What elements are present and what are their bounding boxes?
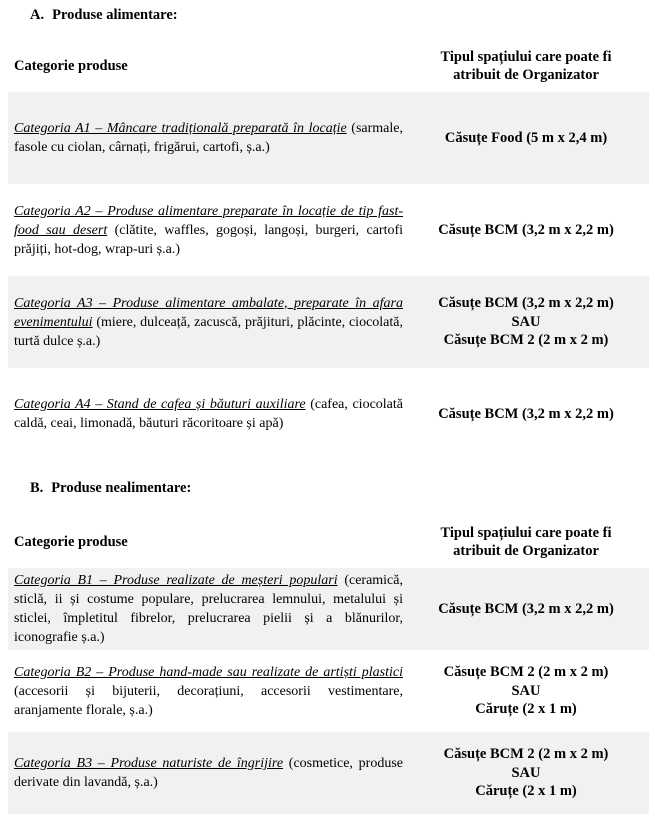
- space-or-separator: SAU: [511, 313, 541, 330]
- category-cell: [8, 732, 403, 814]
- category-name: Categoria A3 – Produse alimentare ambalate, preparate în afara evenimentului: [14, 295, 403, 330]
- category-name: Categoria A4 – Stand de cafea și băuturi auxiliare: [14, 397, 306, 412]
- space-option: Căsuțe BCM (3,2 m x 2,2 m): [438, 221, 614, 238]
- category-description: (cosmetice, produse derivate din lavandă, ș.a.): [14, 756, 403, 790]
- section-a-title-text: Produse alimentare:: [52, 7, 178, 23]
- table-row: [8, 568, 649, 650]
- header-space-line2: atribuit de Organizator: [453, 543, 599, 559]
- space-option: Căsuțe BCM 2 (2 m x 2 m): [443, 746, 609, 763]
- table-row: [8, 92, 649, 184]
- category-cell: [8, 568, 403, 650]
- category-description: (clătite, waffles, gogoși, langoși, burgeri, cartofi prăjiți, hot-dog, wrap-uri ș.a.): [14, 222, 404, 257]
- section-b-letter: B.: [30, 480, 44, 496]
- space-option: Căruțe (2 x 1 m): [475, 701, 577, 718]
- table-row: [8, 276, 649, 368]
- header-space-line1: Tipul spațiului care poate fi: [440, 524, 612, 541]
- space-or-separator: SAU: [511, 764, 541, 781]
- category-description: (miere, dulceață, zacuscă, prăjituri, plăcinte, ciocolată, turtă dulce ș.a.): [14, 314, 403, 349]
- header-category: Categorie produse: [14, 533, 128, 550]
- section-b-title: [30, 480, 191, 497]
- category-name: Categoria B2 – Produse hand-made sau realizate de artiști plastici: [14, 664, 403, 680]
- table-food-products: [8, 40, 649, 460]
- section-b-title-text: Produse nealimentare:: [51, 480, 192, 496]
- table-header-row: [8, 516, 649, 568]
- category-cell: [8, 368, 403, 460]
- category-name: Categoria A1 – Mâncare tradițională preparată în locație: [14, 121, 347, 136]
- header-space-type: [403, 40, 649, 92]
- space-option: Căsuțe BCM (3,2 m x 2,2 m): [438, 295, 614, 312]
- table-row: [8, 184, 649, 276]
- category-description: (cafea, ciocolată caldă, ceai, limonadă, băuturi răcoritoare și apă): [14, 397, 403, 431]
- header-space-type: [403, 516, 649, 568]
- section-a-letter: A.: [30, 7, 45, 23]
- category-cell: [8, 650, 403, 732]
- table-header-row: [8, 40, 649, 92]
- space-option: Căsuțe Food (5 m x 2,4 m): [444, 129, 608, 146]
- space-or-separator: SAU: [511, 682, 541, 699]
- space-option: Căsuțe BCM (3,2 m x 2,2 m): [438, 405, 614, 422]
- space-cell: [403, 368, 649, 460]
- section-a-title: [30, 7, 178, 24]
- space-cell: [403, 568, 649, 650]
- category-name: Categoria A2 – Produse alimentare preparate în locație de tip fast-food sau desert: [14, 203, 403, 238]
- category-description: (sarmale, fasole cu ciolan, cârnați, frigărui, cartofi, ș.a.): [14, 121, 403, 155]
- table-row: [8, 368, 649, 460]
- header-space-line2: atribuit de Organizator: [453, 67, 599, 83]
- header-space-line1: Tipul spațiului care poate fi: [440, 48, 612, 65]
- table-row: [8, 732, 649, 814]
- category-cell: [8, 276, 403, 368]
- category-cell: [8, 92, 403, 184]
- category-name: Categoria B3 – Produse naturiste de îngrijire: [14, 756, 284, 771]
- category-description: (ceramică, sticlă, ii și costume populare, prelucrarea lemnului, metalului și sticlei, împletitul fibrelor, prelucrarea pielii și a blănurilor, iconografie ș.a.): [14, 573, 403, 645]
- space-option: Căsuțe BCM 2 (2 m x 2 m): [443, 332, 609, 349]
- space-option: Căsuțe BCM 2 (2 m x 2 m): [443, 664, 609, 681]
- table-row: [8, 650, 649, 732]
- category-name: Categoria B1 – Produse realizate de meșteri populari: [14, 573, 338, 588]
- space-option: Căsuțe BCM (3,2 m x 2,2 m): [438, 600, 614, 617]
- category-description: (accesorii și bijuterii, decorațiuni, accesorii vestimentare, aranjamente florale, ș.a.): [14, 683, 403, 718]
- table-nonfood-products: [8, 516, 649, 814]
- category-cell: [8, 184, 403, 276]
- space-cell: [403, 92, 649, 184]
- space-cell: [403, 276, 649, 368]
- space-cell: [403, 650, 649, 732]
- space-cell: [403, 732, 649, 814]
- space-cell: [403, 184, 649, 276]
- space-option: Căruțe (2 x 1 m): [475, 783, 577, 800]
- header-category: Categorie produse: [14, 57, 128, 74]
